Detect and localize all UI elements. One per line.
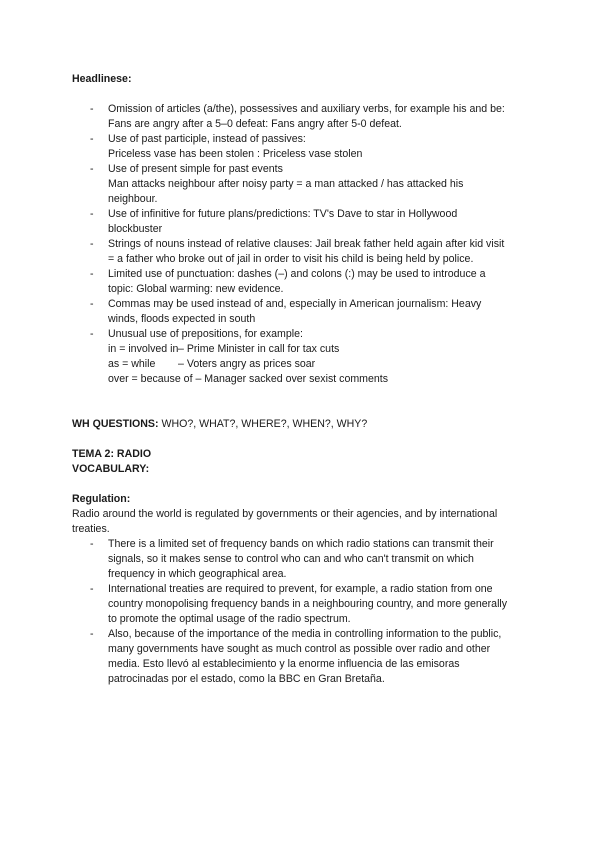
bullet-dash: - [90, 238, 94, 250]
list-item [72, 237, 532, 267]
bullet-dash: - [90, 133, 94, 145]
item-line: Omission of articles (a/the), possessives and auxiliary verbs, for example his and be: [108, 103, 505, 115]
headlinese-list [72, 102, 532, 387]
wh-questions-label: WH QUESTIONS: [72, 418, 159, 430]
regulation-intro-line: Radio around the world is regulated by governments or their agencies, and by international [72, 508, 498, 520]
bullet-dash: - [90, 163, 94, 175]
bullet-dash: - [90, 328, 94, 340]
regulation-list [72, 537, 532, 687]
document-page [72, 72, 532, 687]
item-line: International treaties are required to prevent, for example, a radio station from one [108, 583, 493, 595]
list-item [72, 207, 532, 237]
item-line: winds, floods expected in south [108, 313, 256, 325]
item-line: patrocinadas por el estado, como la BBC en Gran Bretaña. [108, 673, 385, 685]
item-line: Fans are angry after a 5–0 defeat: Fans angry after 5-0 defeat. [108, 118, 402, 130]
preposition-row [108, 357, 532, 372]
regulation-heading: Regulation: [72, 493, 131, 505]
preposition-row [108, 372, 532, 387]
wh-questions-line [72, 417, 532, 432]
tema-title: TEMA 2: RADIO [72, 448, 152, 460]
item-line: neighbour. [108, 193, 158, 205]
list-item [72, 132, 532, 162]
item-line: topic: Global warming: new evidence. [108, 283, 284, 295]
bullet-dash: - [90, 538, 94, 550]
item-line: = a father who broke out of jail in order to visit his child is being held by police. [108, 253, 474, 265]
bullet-dash: - [90, 268, 94, 280]
item-line: many governments have sought as much control as possible over radio and other [108, 643, 491, 655]
item-line: Man attacks neighbour after noisy party = a man attacked / has attacked his [108, 178, 464, 190]
list-item [72, 537, 532, 582]
preposition-row [108, 342, 532, 357]
list-item [72, 627, 532, 687]
list-item-prepositions [72, 327, 532, 387]
item-line: to promote the optimal usage of the radio spectrum. [108, 613, 351, 625]
bullet-dash: - [90, 103, 94, 115]
bullet-dash: - [90, 628, 94, 640]
item-line: country monopolising frequency bands in a neighbouring country, and more generally [108, 598, 508, 610]
item-line: Commas may be used instead of and, especially in American journalism: Heavy [108, 298, 482, 310]
preposition-term: in = involved in [108, 343, 179, 355]
item-line: media. Esto llevó al establecimiento y la enorme influencia de las emisoras [108, 658, 460, 670]
regulation-intro-line: treaties. [72, 523, 110, 535]
preposition-example: – Prime Minister in call for tax cuts [178, 343, 340, 355]
preposition-example: – Voters angry as prices soar [178, 358, 316, 370]
item-line: Also, because of the importance of the media in controlling information to the public, [108, 628, 502, 640]
list-item [72, 297, 532, 327]
item-line: Limited use of punctuation: dashes (–) and colons (:) may be used to introduce a [108, 268, 486, 280]
preposition-term: over = because of [108, 373, 193, 385]
prepositions-intro: Unusual use of prepositions, for example: [108, 328, 303, 340]
item-line: frequency in which geographical area. [108, 568, 287, 580]
bullet-dash: - [90, 583, 94, 595]
item-line: Priceless vase has been stolen : Priceless vase stolen [108, 148, 363, 160]
item-line: Use of infinitive for future plans/predictions: TV's Dave to star in Hollywood [108, 208, 458, 220]
item-line: Use of past participle, instead of passives: [108, 133, 306, 145]
bullet-dash: - [90, 298, 94, 310]
item-line: signals, so it makes sense to control who can and who can't transmit on which [108, 553, 474, 565]
list-item [72, 162, 532, 207]
vocabulary-heading: VOCABULARY: [72, 463, 150, 475]
list-item [72, 267, 532, 297]
headlinese-heading: Headlinese: [72, 73, 132, 85]
wh-questions-text: WHO?, WHAT?, WHERE?, WHEN?, WHY? [158, 418, 368, 430]
preposition-example: – Manager sacked over sexist comments [195, 373, 389, 385]
bullet-dash: - [90, 208, 94, 220]
item-line: Use of present simple for past events [108, 163, 283, 175]
item-line: Strings of nouns instead of relative clauses: Jail break father held again after kid visit [108, 238, 505, 250]
item-line: There is a limited set of frequency bands on which radio stations can transmit their [108, 538, 494, 550]
list-item [72, 582, 532, 627]
preposition-term: as = while [108, 358, 156, 370]
list-item [72, 102, 532, 132]
item-line: blockbuster [108, 223, 163, 235]
